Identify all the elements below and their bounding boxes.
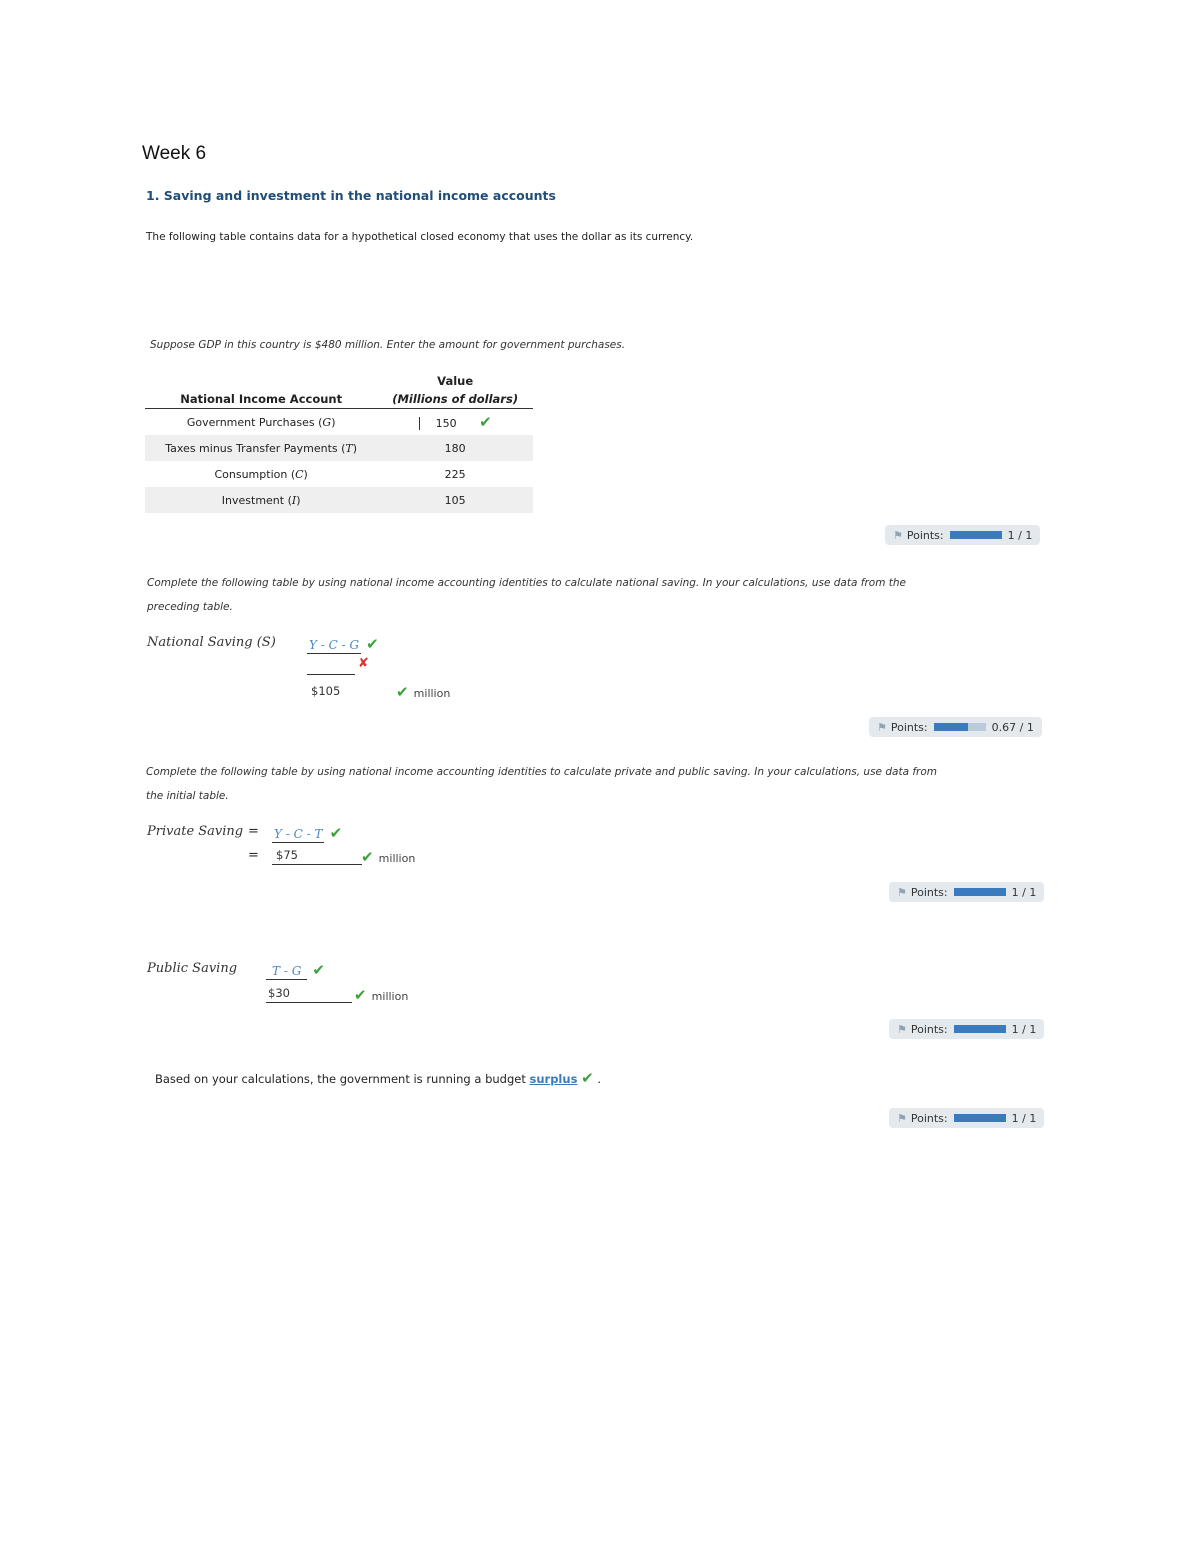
check-icon: ✔ [366, 635, 379, 653]
cross-icon: ✘ [358, 656, 369, 671]
row-label: Taxes minus Transfer Payments (T) [145, 435, 377, 461]
unit-label: million [413, 687, 451, 700]
points-bar [950, 531, 1002, 539]
points-bar-fill [954, 888, 1006, 896]
part3-prompt-line2: the initial table. [146, 790, 229, 802]
points-badge [885, 525, 1040, 545]
points-bar [954, 1025, 1006, 1033]
public-saving-label: Public Saving [147, 961, 238, 976]
table-row [145, 409, 533, 436]
private-saving-label: Private Saving [147, 824, 244, 839]
equals-sign: = [248, 824, 259, 839]
part1-prompt: Suppose GDP in this country is $480 million. Enter the amount for government purchases. [150, 339, 626, 351]
points-badge [889, 882, 1044, 902]
points-score: 1 / 1 [1011, 885, 1037, 899]
points-label: Points: [906, 528, 944, 542]
row-value [377, 409, 533, 436]
points-score: 0.67 / 1 [991, 720, 1034, 734]
unit-label: million [378, 852, 416, 865]
public-saving-formula-select[interactable]: T - G [266, 964, 307, 980]
flag-icon[interactable]: ⚑ [897, 1111, 907, 1125]
points-bar-fill [954, 1025, 1006, 1033]
check-icon: ✔ [312, 961, 325, 979]
value-subheader: (Millions of dollars) [377, 390, 533, 409]
table-header-spacer [145, 372, 377, 390]
row-label: Investment (I) [145, 487, 377, 513]
points-label: Points: [910, 885, 948, 899]
check-icon: ✔ [581, 1069, 594, 1087]
flag-icon[interactable]: ⚑ [897, 1022, 907, 1036]
national-saving-blank-input[interactable] [307, 656, 355, 675]
public-saving-unit-row [354, 985, 408, 1004]
points-label: Points: [890, 720, 928, 734]
private-saving-unit-row [361, 847, 415, 866]
points-bar [954, 888, 1006, 896]
private-saving-answer[interactable]: $75 [272, 848, 362, 865]
points-score: 1 / 1 [1007, 528, 1033, 542]
points-bar [934, 723, 986, 731]
check-icon: ✔ [396, 683, 409, 701]
points-label: Points: [910, 1022, 948, 1036]
flag-icon[interactable]: ⚑ [877, 720, 887, 734]
government-purchases-input[interactable]: 150 [419, 417, 476, 430]
value-header: Value [437, 374, 474, 388]
points-badge [889, 1019, 1044, 1039]
national-saving-unit-row [396, 682, 450, 701]
national-saving-label: National Saving (S) [147, 635, 276, 650]
national-saving-answer[interactable]: $105 [311, 684, 341, 698]
row-value: 225 [444, 467, 466, 481]
points-bar-fill [950, 531, 1002, 539]
points-bar-fill [934, 723, 969, 731]
row-label: Government Purchases (G) [186, 415, 336, 429]
check-icon: ✔ [361, 848, 374, 866]
flag-icon[interactable]: ⚑ [893, 528, 903, 542]
part3-prompt-line1: Complete the following table by using national income accounting identities to calculate private and public saving. In your calculations, use data from [146, 766, 938, 778]
points-label: Points: [910, 1111, 948, 1125]
equals-sign: = [248, 848, 259, 863]
row-value: 105 [377, 487, 533, 513]
private-saving-formula-row [272, 823, 342, 842]
check-icon: ✔ [479, 413, 492, 431]
national-income-table [145, 372, 533, 513]
points-score: 1 / 1 [1011, 1022, 1037, 1036]
points-bar-fill [954, 1114, 1006, 1122]
budget-sentence-prefix: Based on your calculations, the government is running a budget [155, 1072, 526, 1086]
unit-label: million [371, 990, 409, 1003]
national-saving-formula-select[interactable]: Y - C - G [309, 638, 360, 652]
check-icon: ✔ [329, 824, 343, 842]
table-row [145, 487, 533, 513]
points-bar [954, 1114, 1006, 1122]
row-label: Consumption (C) [214, 467, 308, 481]
page-heading: Week 6 [142, 143, 207, 164]
check-icon: ✔ [354, 986, 367, 1004]
question-title: 1. Saving and investment in the national income accounts [146, 188, 556, 203]
budget-sentence-suffix: . [597, 1072, 601, 1086]
budget-balance-select[interactable]: surplus [529, 1072, 578, 1086]
points-badge [889, 1108, 1044, 1128]
private-saving-formula-select[interactable]: Y - C - T [274, 827, 323, 841]
public-saving-answer[interactable]: $30 [266, 986, 352, 1003]
table-row [145, 435, 533, 461]
flag-icon[interactable]: ⚑ [897, 885, 907, 899]
part2-prompt-line2: preceding table. [147, 601, 233, 613]
account-header: National Income Account [145, 390, 377, 409]
question-intro: The following table contains data for a hypothetical closed economy that uses the dollar as its currency. [146, 231, 694, 243]
table-row [145, 461, 533, 487]
public-saving-formula-row [266, 960, 325, 979]
points-badge [869, 717, 1042, 737]
points-score: 1 / 1 [1011, 1111, 1037, 1125]
budget-sentence [155, 1069, 601, 1087]
national-saving-formula-row [307, 634, 379, 653]
row-value: 180 [377, 435, 533, 461]
part2-prompt-line1: Complete the following table by using national income accounting identities to calculate national saving. In your calculations, use data from the [147, 577, 906, 589]
